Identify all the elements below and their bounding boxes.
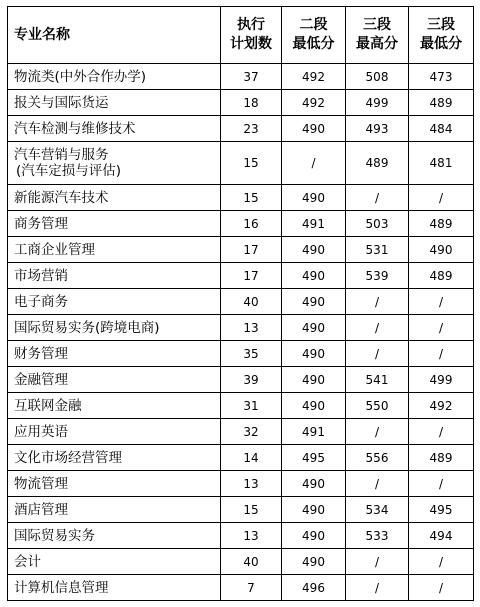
major-name-cell [8,575,221,601]
table-row [8,289,474,315]
stage3-min-cell: 490 [409,237,474,263]
table-row [8,185,474,211]
score-table-container [7,6,474,601]
stage3-max-cell: 534 [346,497,409,523]
table-row [8,211,474,237]
table-row [8,116,474,142]
stage3-min-cell: 489 [409,445,474,471]
stage2-min-cell: 492 [282,90,346,116]
plan-count-cell: 15 [221,185,282,211]
stage3-min-cell: 495 [409,497,474,523]
stage3-max-cell: / [346,549,409,575]
stage2-min-cell: 490 [282,263,346,289]
table-row [8,315,474,341]
plan-count-cell: 7 [221,575,282,601]
table-row [8,419,474,445]
plan-count-cell: 13 [221,523,282,549]
table-body [8,64,474,601]
plan-count-cell: 31 [221,393,282,419]
stage2-min-cell: 491 [282,211,346,237]
major-name-cell [8,289,221,315]
plan-count-cell: 16 [221,211,282,237]
stage3-max-cell: / [346,419,409,445]
stage3-min-cell: 473 [409,64,474,90]
plan-count-cell: 35 [221,341,282,367]
major-name-cell [8,142,221,185]
stage2-min-cell: 490 [282,237,346,263]
major-name: 会计 [14,553,41,570]
plan-count-cell: 14 [221,445,282,471]
stage3-max-cell: / [346,575,409,601]
major-name-cell [8,90,221,116]
stage3-min-cell: / [409,419,474,445]
table-row [8,142,474,185]
plan-count-cell: 17 [221,237,282,263]
stage2-min-cell: 490 [282,185,346,211]
stage2-min-cell: 490 [282,549,346,575]
stage3-max-cell: / [346,471,409,497]
table-header-row [8,7,474,64]
plan-count-cell: 17 [221,263,282,289]
header-plan-count: 执行 计划数 [221,7,282,64]
major-name: 酒店管理 [14,501,68,518]
major-name: 市场营销 [14,267,68,284]
stage3-min-cell: 489 [409,90,474,116]
stage2-min-cell: 491 [282,419,346,445]
major-name: 文化市场经营管理 [14,449,122,466]
major-name-cell [8,341,221,367]
table-row [8,367,474,393]
major-name: 国际贸易实务 [14,527,95,544]
stage3-min-cell: / [409,471,474,497]
plan-count-cell: 15 [221,142,282,185]
stage3-min-cell: / [409,549,474,575]
stage2-min-cell: 490 [282,471,346,497]
stage2-min-cell: 490 [282,367,346,393]
plan-count-cell: 15 [221,497,282,523]
stage2-min-cell: 496 [282,575,346,601]
stage2-min-cell: 490 [282,341,346,367]
plan-count-cell: 13 [221,315,282,341]
major-name-cell [8,549,221,575]
plan-count-cell: 40 [221,549,282,575]
table-row [8,393,474,419]
stage2-min-cell: 490 [282,116,346,142]
plan-count-cell: 13 [221,471,282,497]
table-row [8,263,474,289]
major-name-cell [8,263,221,289]
stage3-min-cell: 481 [409,142,474,185]
major-name: 互联网金融 [14,397,82,414]
major-name: 电子商务 [14,293,68,310]
major-name-cell [8,237,221,263]
stage3-min-cell: 489 [409,263,474,289]
major-name: 财务管理 [14,345,68,362]
stage3-max-cell: 531 [346,237,409,263]
stage3-min-cell: 494 [409,523,474,549]
plan-count-cell: 18 [221,90,282,116]
stage2-min-cell: 490 [282,393,346,419]
stage3-min-cell: / [409,185,474,211]
major-name: 汽车营销与服务 [14,147,109,163]
table-row [8,445,474,471]
stage2-min-cell: 495 [282,445,346,471]
stage3-max-cell: 550 [346,393,409,419]
major-name-cell [8,419,221,445]
major-name: 工商企业管理 [14,241,95,258]
major-name: 应用英语 [14,423,68,440]
stage3-max-cell: / [346,289,409,315]
stage3-min-cell: / [409,575,474,601]
stage3-max-cell: 541 [346,367,409,393]
stage3-max-cell: 539 [346,263,409,289]
plan-count-cell: 23 [221,116,282,142]
major-name-cell [8,497,221,523]
table-row [8,237,474,263]
stage3-min-cell: 489 [409,211,474,237]
stage2-min-cell: 490 [282,497,346,523]
table-row [8,90,474,116]
major-name: 报关与国际货运 [14,94,109,111]
header-stage3-max: 三段 最高分 [346,7,409,64]
stage3-max-cell: 533 [346,523,409,549]
stage2-min-cell: / [282,142,346,185]
major-name: 国际贸易实务(跨境电商) [14,319,160,336]
stage3-max-cell: 499 [346,90,409,116]
major-name-cell [8,116,221,142]
table-row [8,64,474,90]
table-row [8,575,474,601]
major-name: 汽车检测与维修技术 [14,120,136,137]
major-name-cell [8,64,221,90]
major-name-cell [8,367,221,393]
table-row [8,471,474,497]
major-name: 物流类(中外合作办学) [14,68,147,85]
stage3-min-cell: 492 [409,393,474,419]
table-row [8,497,474,523]
stage3-min-cell: / [409,341,474,367]
major-name-cell [8,185,221,211]
stage3-max-cell: 503 [346,211,409,237]
major-name-cell [8,471,221,497]
plan-count-cell: 40 [221,289,282,315]
major-name: 物流管理 [14,475,68,492]
plan-count-cell: 39 [221,367,282,393]
header-stage3-min: 三段 最低分 [409,7,474,64]
stage2-min-cell: 490 [282,315,346,341]
major-name-sub: (汽车定损与评估) [16,163,122,179]
admission-score-table [7,6,474,601]
stage3-min-cell: / [409,289,474,315]
plan-count-cell: 37 [221,64,282,90]
stage2-min-cell: 490 [282,523,346,549]
major-name: 计算机信息管理 [14,579,109,596]
major-name-cell [8,523,221,549]
stage3-max-cell: 489 [346,142,409,185]
major-name-cell [8,315,221,341]
stage3-max-cell: / [346,341,409,367]
table-row [8,549,474,575]
major-name: 金融管理 [14,371,68,388]
stage3-min-cell: 499 [409,367,474,393]
stage3-max-cell: 556 [346,445,409,471]
major-name: 新能源汽车技术 [14,189,109,206]
stage2-min-cell: 492 [282,64,346,90]
header-major-name: 专业名称 [8,7,221,64]
stage3-min-cell: 484 [409,116,474,142]
table-row [8,523,474,549]
major-name-cell [8,211,221,237]
header-stage2-min: 二段 最低分 [282,7,346,64]
plan-count-cell: 32 [221,419,282,445]
major-name: 商务管理 [14,215,68,232]
stage3-max-cell: / [346,315,409,341]
major-name-cell [8,393,221,419]
table-row [8,341,474,367]
stage2-min-cell: 490 [282,289,346,315]
stage3-max-cell: 493 [346,116,409,142]
stage3-min-cell: / [409,315,474,341]
stage3-max-cell: 508 [346,64,409,90]
stage3-max-cell: / [346,185,409,211]
major-name-cell [8,445,221,471]
